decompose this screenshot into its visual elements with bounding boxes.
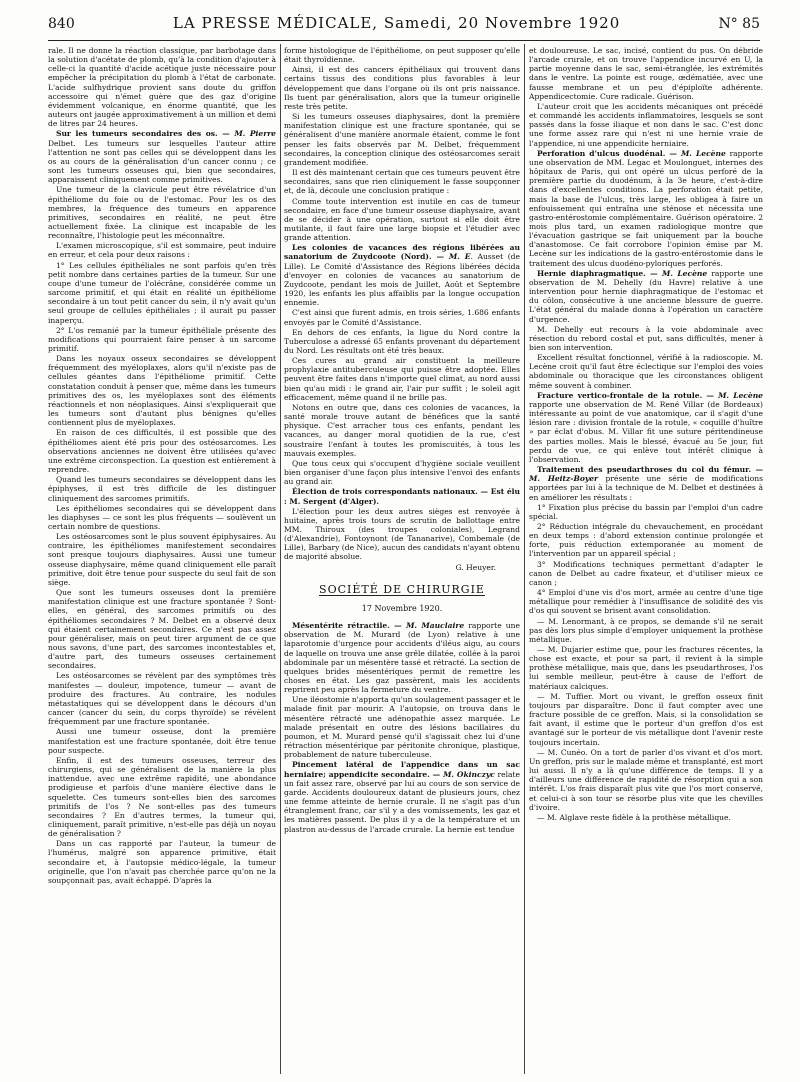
paragraph: En raison de ces difficultés, il est possible que des épithéliomes aient été pris pour des ostéosarcomes. Les observations anciennes ne doivent être utilisées qu'avec une extrême circonspection. La question est entièrement à reprendre.	[48, 428, 276, 475]
paragraph: Les ostéosarcomes sont le plus souvent épiphysaires. Au contraire, les épithéliomes manifestement secondaires sont presque toujours diaphysaires. Aussi une tumeur osseuse diaphysaire, même quand cliniquement elle paraît primitive, doit être tenue pour suspecte du seul fait de son siège.	[48, 532, 276, 587]
article-heading: Traitement des pseudarthroses du col du fémur. —	[537, 465, 763, 475]
paragraph: M. Dehelly eut recours à la voie abdominale avec résection du rebord costal et put, sans difficultés, mener à bien son intervention.	[529, 324, 763, 352]
article-heading: Pincement latéral de l'appendice dans un sac herniaire; appendicite secondaire. —	[284, 760, 520, 779]
author-name: M. Lecène	[680, 148, 726, 158]
section-title: SOCIÉTÉ DE CHIRURGIE	[319, 582, 485, 596]
author-name: M. Pierre	[234, 129, 276, 139]
paragraph: Que tous ceux qui s'occupent d'hygiène sociale veuillent bien organiser d'une façon plus intensive l'envoi des enfants au grand air.	[284, 458, 520, 487]
paragraph: Mésentérite rétractile. — M. Mauclaire rapporte une observation de M. Murard (de Lyon) relative à une laparotomie d'urgence pour accidents d'iléus aigu, au cours de laquelle on trouva une anse grêle dilatée, collée à la paroi abdominale par un mésentère tassé et rétracté. La section de quelques brides mésentériques permit de remettre les choses en état. Les gaz passèrent, mais les accidents reprirent peu après la fermeture du ventre.	[284, 621, 520, 695]
paragraph: Excellent résultat fonctionnel, vérifié à la radioscopie. M. Lecène croit qu'il faut être éclectique sur l'emploi des voies abdominale ou thoracique que les circonstances obligent même souvent à combiner.	[529, 353, 763, 390]
article-heading: Sur les tumeurs secondaires des os. —	[56, 129, 235, 139]
paragraph: Si les tumeurs osseuses diaphysaires, dont la première manifestation clinique est une fracture spontanée, qui se généralisent d'une manière anormale étaient, comme le font penser les faits observés par M. Delbet, fréquemment secondaires, la conception clinique des ostéosarcomes serait grandement modifiée.	[284, 112, 520, 167]
page-number: 840	[48, 16, 75, 32]
paragraph: 2° Réduction intégrale du chevauchement, en procédant en deux temps : d'abord extension continue prolongée et forte, puis réduction extemporanée au moment de l'intervention par un appareil spécial ;	[529, 521, 763, 559]
paragraph: L'auteur croit que les accidents mécaniques ont précédé et commandé les accidents inflammatoires, lesquels se sont passés dans la fosse iliaque et non dans le sac. C'est donc une forme assez rare qui n'est ni une hernie vraie de l'appendice, ni une appendicite herniaire.	[529, 101, 763, 148]
section-date: 17 Novembre 1920.	[361, 603, 443, 613]
paragraph: et douloureuse. Le sac, incisé, contient du pus. On débride l'arcade crurale, et on trouve l'appendice incurvé en U, la partie moyenne dans le sac, semi-étranglée, les extrémités dans le ventre. La pointe est rouge, œdématiée, avec une fausse membrane et un peu d'épiploïte adhérente. Appendicectomie. Cure radicale. Guérison.	[529, 46, 763, 101]
paragraph: Dans un cas rapporté par l'auteur, la tumeur de l'humérus, malgré son apparence primitive, était secondaire et, à l'autopsie médico-légale, la tumeur originelle, que l'on n'avait pas cherchée parce qu'on ne la soupçonnait pas, avait échappé. D'après la	[48, 839, 276, 885]
paragraph: Enfin, il est des tumeurs osseuses, terreur des chirurgiens, qui se généralisent de la manière la plus inattendue, avec une extrême rapidité, une abondance prodigieuse et parfois d'une manière élective dans le squelette. Ces tumeurs sont-elles bien des sarcomes primitifs de l'os ? Ne sont-elles pas des tumeurs secondaires ? En d'autres termes, la tumeur qui, cliniquement, paraît primitive, n'est-elle pas déjà un noyau de généralisation ?	[48, 755, 276, 839]
column-divider	[280, 44, 281, 1074]
author-signature: G. Heuyer.	[455, 562, 496, 572]
author-name: M. Heitz-Boyer	[529, 474, 599, 484]
column-1	[48, 46, 276, 1074]
paragraph: Les épithéliomes secondaires qui se développent dans les diaphyses — ce sont les plus fréquents — soulèvent un certain nombre de questions.	[48, 503, 276, 531]
paragraph: 1° Les cellules épithéliales ne sont parfois qu'en très petit nombre dans certaines parties de la tumeur. Sur une coupe d'une tumeur de l'olécrâne, considérée comme un sarcome primitif, et qui était en réalité un épithéliome secondaire à un tout petit cancer du sein, il n'y avait qu'un seul groupe de cellules épithéliales ; il aurait pu passer inaperçu.	[48, 260, 276, 325]
paragraph: Il est dès maintenant certain que ces tumeurs peuvent être secondaires, sans que rien cliniquement le fasse soupçonner et, de là, découle une conclusion pratique :	[284, 168, 520, 196]
paragraph: rale. Il ne donne la réaction classique, par barbotage dans la solution d'acétate de plomb, qu'à la condition d'ajouter à celle-ci la quantité d'acide acétique juste nécessaire pour empêcher la précipitation du plomb à l'état de carbonate. L'acide sulfhydrique provient sans doute du griffon accessoire qui n'émet guère que des gaz d'origine évidemment volcanique, en énorme quantité, que les auteurs ont jaugée approximativement à un million et demi de litres par 24 heures.	[48, 46, 276, 129]
paragraph: — M. Tuffier. Mort ou vivant, le greffon osseux finit toujours par disparaître. Donc il faut compter avec une fracture possible de ce greffon. Mais, si la consolidation se fait avant, il estime que le porteur d'un greffon d'os est avantagé sur le porteur de vis métallique dont l'avenir reste toujours incertain.	[529, 691, 763, 747]
article-heading-paragraph: Perforation d'ulcus duodénal. — M. Lecène rapporte une observation de MM. Legac et Moulonguet, internes des hôpitaux de Paris, qui ont opéré un ulcus perforé de la première partie du duodénum, à la 3e heure, c'est-à-dire dans d'excellentes conditions. La perforation était petite, mais la base de l'ulcus, très large, les obligea à faire un enfouissement qui entraîna une sténose et nécessita une gastro-entérostomie complémentaire. Guérison opératoire. 2 mois plus tard, un examen radiologique montre que l'évacuation gastrique se fait uniquement par la bouche d'anastomose. Ce fait corrobore l'opinion émise par M. Lecène sur les indications de la gastro-entérostomie dans le traitement des ulcus duodéno-pyloriques perforés.	[529, 148, 763, 268]
article-heading: Les colonies de vacances des régions libérées au sanatorium de Zuydcoote (Nord). —	[284, 243, 520, 262]
paragraph: Notons en outre que, dans ces colonies de vacances, la santé morale trouve autant de bénéfices que la santé physique. C'est arracher tous ces enfants, pendant les vacances, au danger moral quotidien de la rue, c'est soustraire l'enfant à toutes les promiscuités, à tous les mauvais exemples.	[284, 402, 520, 458]
paragraph: Ainsi, il est des cancers épithéliaux qui trouvent dans certains tissus des conditions plus favorables à leur développement que dans l'organe où ils ont pris naissance. Ils tuent par généralisation, alors que la tumeur originelle reste très petite.	[284, 65, 520, 111]
article-heading-paragraph: Sur les tumeurs secondaires des os. — M. Pierre Delbet. Les tumeurs sur lesquelles l'auteur attire l'attention ne sont pas celles qui se développent dans les os au cours de la généralisation d'un cancer connu ; ce sont les tumeurs osseuses qui, bien que secondaires, apparaissent cliniquement comme primitives.	[48, 129, 276, 185]
paragraph: forme histologique de l'épithéliome, on peut supposer qu'elle était thyroïdienne.	[284, 46, 520, 65]
paragraph: Une iléostomie n'apporta qu'un soulagement passager et le malade finit par mourir. A l'autopsie, on trouva dans le mésentère rétracté une adénopathie assez marquée. Le malade présentait en outre des lésions bacillaires du poumon, et M. Murard pensé qu'il s'agissait chez lui d'une rétraction mésentérique par péritonite chronique, plastique, probablement de nature tuberculeuse.	[284, 695, 520, 760]
paragraph: Dans les noyaux osseux secondaires se développent fréquemment des myéloplaxes, alors qu'il n'existe pas de cellules géantes dans l'épithéliome primitif. Cette constatation conduit à penser que, même dans les tumeurs primitives des os, les myéloplaxes sont des éléments réactionnels et non néoplasiques. Ainsi s'expliquerait que les tumeurs sont d'autant plus bénignes qu'elles contiennent plus de myéloplaxes.	[48, 354, 276, 428]
paragraph: — M. Dujarier estime que, pour les fractures récentes, la chose est exacte, et pour sa part, il revient à la simple prothèse métallique, mais que, dans les pseudarthroses, l'os lui semble meilleur, peut-être à cause de l'effort de matériaux calciques.	[529, 645, 763, 691]
paragraph: L'examen microscopique, s'il est sommaire, peut induire en erreur, et cela pour deux raisons :	[48, 241, 276, 260]
paragraph: — M. Cunéo. On a tort de parler d'os vivant et d'os mort. Un greffon, pris sur le malade même et transplanté, est mort lui aussi. Il n'y a là qu'une différence de temps. Il y a d'ailleurs une différence de rapidité de résorption qui a son intérêt. L'os frais disparaît plus vite que l'os mort conservé, et celui-ci à son tour se résorbe plus vite que les chevilles d'ivoire.	[529, 747, 763, 812]
header-rule	[48, 40, 760, 41]
journal-title: LA PRESSE MÉDICALE, Samedi, 20 Novembre 1920	[172, 14, 621, 32]
paragraph: Comme toute intervention est inutile en cas de tumeur secondaire, en face d'une tumeur osseuse diaphysaire, avant de se décider à une opération, surtout si elle doit être mutilante, il faut faire une large biopsie et l'étudier avec grande attention.	[284, 196, 520, 243]
page-header	[48, 14, 760, 38]
article-heading-paragraph: Les colonies de vacances des régions libérées au sanatorium de Zuydcoote (Nord). — M. E. Ausset (de Lille). Le Comité d'Assistance des Régions libérées décida d'envoyer en colonies de vacances au sanatorium de Zuydcoote, pendant les mois de Juillet, Août et Septembre 1920, les enfants les plus affaiblis par la longue occupation ennemie.	[284, 243, 520, 308]
issue-number: N° 85	[718, 16, 760, 32]
article-heading: Perforation d'ulcus duodénal. —	[537, 148, 681, 158]
paragraph: L'élection pour les deux autres sièges est renvoyée à huitaine, après trois tours de scrutin de ballottage entre MM. Thiroux (des troupes coloniales), Legrand (d'Alexandrie), Fontoynont (de Tananarive), Combemale (de Lille), Barbary (de Nice), aucun des candidats n'ayant obtenu de majorité absolue.	[284, 506, 520, 562]
author-name: M. Mauclaire	[406, 621, 465, 631]
author-name: M. Lecène	[662, 268, 708, 278]
paragraph: Une tumeur de la clavicule peut être révélatrice d'un épithéliome du foie ou de l'estomac. Pour les os des membres, la fréquence des tumeurs en apparence primitives, secondaires en réalité, ne peut être actuellement fixée. La clinique est incapable de les reconnaître, l'histologie peut les méconnaître.	[48, 185, 276, 241]
paragraph: Les ostéosarcomes se révèlent par des symptômes très manifestes — douleur, impotence, tumeur — avant de produire des fractures. Au contraire, les nodules métastatiques qui se développent dans le décours d'un cancer (cancer du sein, du corps thyroïde) se révèlent fréquemment par une fracture spontanée.	[48, 671, 276, 727]
paragraph: 3° Modifications techniques permettant d'adapter le canon de Delbet au cadre fixateur, et d'utiliser mieux ce canon ;	[529, 559, 763, 587]
author-name: M. E	[448, 252, 471, 262]
paragraph: 4° Emploi d'une vis d'os mort, armée au centre d'une tige métallique pour remédier à l'insuffisance de solidité des vis d'os qui souvent se brisent avant consolidation.	[529, 588, 763, 616]
paragraph: — M. Alglave reste fidèle à la prothèse métallique.	[537, 812, 731, 822]
author-name: M. Lecène	[718, 390, 763, 400]
article-heading: Mésentérite rétractile. —	[292, 621, 407, 631]
paragraph: Quand les tumeurs secondaires se développent dans les épiphyses, il est très difficile de les distinguer cliniquement des sarcomes primitifs.	[48, 475, 276, 503]
paragraph: Ces cures au grand air constituent la meilleure prophylaxie antituberculeuse qui puisse être adoptée. Elles peuvent être faites dans n'importe quel climat, au nord aussi bien qu'au midi : le grand air, l'air pur suffit ; le soleil agit efficacement, même quand il ne brille pas.	[284, 356, 520, 402]
column-divider	[524, 44, 525, 1074]
paragraph: Pincement latéral de l'appendice dans un sac herniaire; appendicite secondaire. — M. Okinczyc relate un fait assez rare, observé par lui au cours de son service de garde. Accidents douloureux datant de plusieurs jours, chez une femme atteinte de hernie crurale. Il ne s'agit pas d'un étranglement franc, car s'il y a des vomissements, les gaz et les matières passent. De plus il y a de la température et un plastron au-dessus de l'arcade crurale. La hernie est tendue	[284, 760, 520, 834]
paragraph: Que sont les tumeurs osseuses dont la première manifestation clinique est une fracture spontanée ? Sont-elles, en général, des sarcomes primitifs ou des épithéliomes secondaires ? M. Delbet en a observé deux qui étaient certainement secondaires. Ce n'est pas assez pour généraliser, mais on peut tirer argument de ce que nous savons, d'une part, des sarcomes incontestables et, d'autre part, des tumeurs osseuses certainement secondaires.	[48, 588, 276, 671]
article-heading: Fracture vertico-frontale de la rotule. —	[537, 390, 719, 400]
paragraph: Aussi une tumeur osseuse, dont la première manifestation est une fracture spontanée, doit être tenue pour suspecte.	[48, 727, 276, 755]
paragraph: 2° L'os remanié par la tumeur épithéliale présente des modifications qui pourraient faire penser à un sarcome primitif.	[48, 325, 276, 353]
article-heading-paragraph: Fracture vertico-frontale de la rotule. — M. Lecène rapporte une observation de M. René Villar (de Bordeaux) intéressante au point de vue anatomique, car il s'agit d'une lésion rare : division frontale de la rotule, « coquille d'huître » par éclat d'obus. M. Villar fit une suture péritendineuse des parties molles. Mais le blessé, évacué au 5e jour, fut perdu de vue, ce qui enlève tout intérêt clinique à l'observation.	[529, 390, 763, 464]
column-2	[284, 46, 520, 1074]
author-name: M. Okinczyc	[443, 769, 495, 779]
article-heading: Hernie diaphragmatique. —	[537, 268, 663, 278]
paragraph: C'est ainsi que furent admis, en trois séries, 1.686 enfants envoyés par le Comité d'Assistance.	[284, 308, 520, 327]
paragraph: — M. Lenormant, à ce propos, se demande s'il ne serait pas dès lors plus simple d'employer uniquement la prothèse métallique.	[529, 616, 763, 644]
paragraph: En dehors de ces enfants, la ligue du Nord contre la Tuberculose a adressé 65 enfants provenant du département du Nord. Les résultats ont été très beaux.	[284, 327, 520, 355]
article-heading-paragraph: Hernie diaphragmatique. — M. Lecène rapporte une observation de M. Dehelly (du Havre) relative à une intervention pour hernie diaphragmatique de l'estomac et du côlon, consécutive à une ancienne blessure de guerre. L'état général du malade donna à l'opération un caractère d'urgence.	[529, 268, 763, 324]
article-heading-paragraph: Élection de trois correspondants nationaux. — Est élu : M. Sergent (d'Alger).	[284, 487, 520, 506]
article-heading-paragraph: Traitement des pseudarthroses du col du fémur. — M. Heitz-Boyer présente une série de modifications apportées par lui à la technique de M. Delbet et destinées à en améliorer les résultats :	[529, 465, 763, 502]
column-3	[529, 46, 763, 1074]
paragraph: 1° Fixation plus précise du bassin par l'emploi d'un cadre spécial.	[529, 502, 763, 521]
